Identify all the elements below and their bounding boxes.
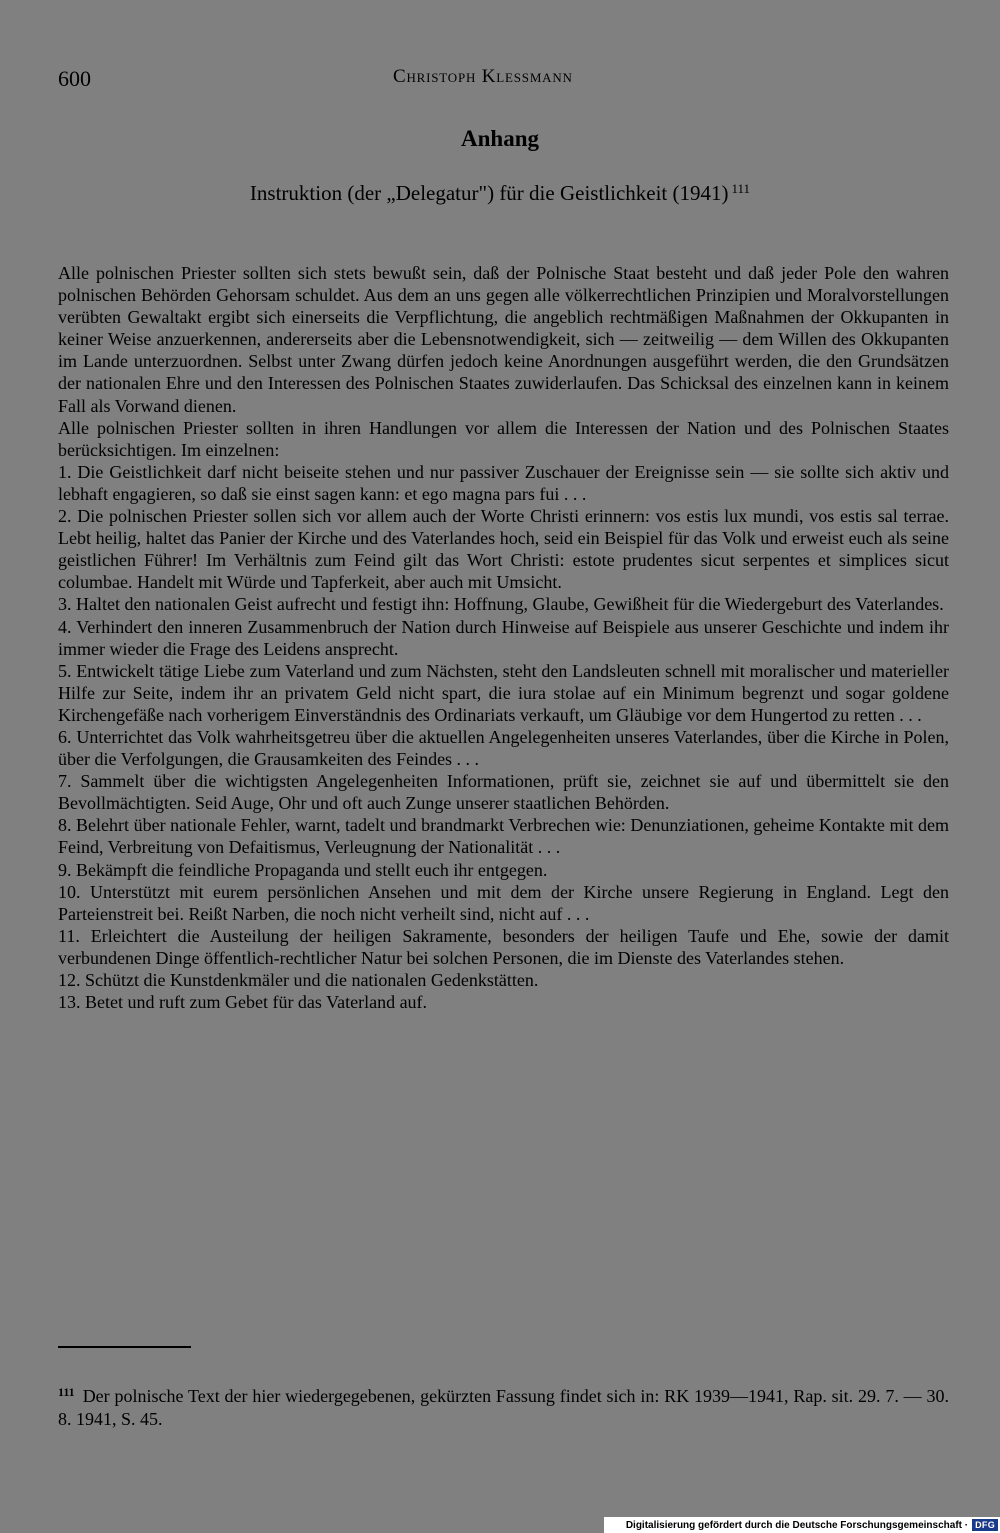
instruction-item-7: 7. Sammelt über die wichtigsten Angelegenheiten Informationen, prüft sie, zeichnet sie auf und übermittelt sie den Bevollmächtigten. Seid Auge, Ohr und oft auch Zunge unserer staatlichen Behörden. — [58, 771, 949, 814]
instruction-item-6: 6. Unterrichtet das Volk wahrheitsgetreu über die aktuellen Angelegenheiten unseres Vaterlandes, über die Kirche in Polen, über die Verfolgungen, die Grausamkeiten des Feindes . . . — [58, 726, 949, 770]
instruction-item-10: 10. Unterstützt mit eurem persönlichen Ansehen und mit dem der Kirche unsere Regierung in England. Legt den Parteienstreit bei. Reißt Narben, die noch nicht verheilt sind, nicht auf . . . — [58, 881, 949, 924]
document-title — [0, 181, 1000, 206]
footnote — [58, 1381, 949, 1431]
footnote-reference[interactable]: 111 — [731, 181, 751, 196]
funding-text: Digitalisierung gefördert durch die Deutsche Forschungsgemeinschaft · — [625, 1519, 969, 1531]
instruction-item-2: 2. Die polnischen Priester sollen sich vor allem auch der Worte Christi erinnern: vos estis lux mundi, vos estis sal terrae. Lebt heilig, haltet das Panier der Kirche und des Vaterlandes hoch, seid ein Beispiel für das Volk und erweist euch als seine geistlichen Führer! Im Verhältnis zum Feind gilt das Wort Christi: estote prudentes sicut serpentes et simplices sicut columbae. Handelt mit Würde und Tapferkeit, aber auch mit Umsicht. — [58, 506, 949, 593]
instruction-item-1: 1. Die Geistlichkeit darf nicht beiseite stehen und nur passiver Zuschauer der Ereignisse sein — sie sollte sich aktiv und lebhaft engagieren, so daß sie einst sagen kann: et ego magna pars fui . . . — [58, 461, 949, 504]
instruction-item-3: 3. Haltet den nationalen Geist aufrecht und festigt ihn: Hoffnung, Glaube, Gewißheit für die Wiedergeburt des Vaterlandes. — [58, 594, 944, 615]
footnote-number: 111 — [58, 1385, 75, 1399]
instruction-item-11: 11. Erleichtert die Austeilung der heiligen Sakramente, besonders der heiligen Taufe und Ehe, sowie der damit verbundenen Dinge öffentlich-rechtlicher Natur bei solchen Personen, die im Dienste des Vaterlandes stehen. — [58, 925, 949, 968]
footnote-divider — [58, 1346, 191, 1348]
instruction-item-5: 5. Entwickelt tätige Liebe zum Vaterland und zum Nächsten, steht den Landsleuten schnell mit moralischer und materieller Hilfe zur Seite, indem ihr an privatem Geld nicht spart, die iura stolae auf ein Minimum begrenzt und sogar goldene Kirchengefäße nach vorherigem Einverständnis des Ordinariats verkauft, um Gläubige vor dem Hungertod zu retten . . . — [58, 660, 949, 725]
instruction-item-12: 12. Schützt die Kunstdenkmäler und die nationalen Gedenkstätten. — [58, 970, 539, 990]
instruction-item-9: 9. Bekämpft die feindliche Propaganda und stellt euch ihr entgegen. — [58, 859, 548, 880]
running-head: Christoph Klessmann — [393, 66, 573, 87]
funding-banner[interactable] — [604, 1517, 1000, 1533]
paragraph-intro: Alle polnischen Priester sollten sich stets bewußt sein, daß der Polnische Staat besteht und daß jeder Pole den wahren polnischen Behörden Gehorsam schuldet. Aus dem an uns gegen alle völkerrechtlichen Prinzipien und Moralvorstellungen verübten Gewaltakt ergibt sich einerseits die Verpflichtung, die angeblich rechtmäßigen Maßnahmen der Okkupanten in keiner Weise anzuerkennen, andererseits aber die Lebensnotwendigkeit, sich — zeitweilig — dem Willen des Okkupanten im Lande unterzuordnen. Selbst unter Zwang dürfen jedoch keine Anordnungen ausgeführt werden, die den Grundsätzen der nationalen Ehre und den Interessen des Polnischen Staates zuwiderlaufen. Das Schicksal des einzelnen kann in keinem Fall als Vorwand dienen. — [58, 263, 949, 416]
page-number: 600 — [58, 66, 91, 91]
body-text — [58, 262, 949, 1013]
section-heading: Anhang — [461, 126, 539, 151]
instruction-item-13: 13. Betet und ruft zum Gebet für das Vaterland auf. — [58, 992, 428, 1013]
instruction-item-8: 8. Belehrt über nationale Fehler, warnt, tadelt und brandmarkt Verbrechen wie: Denunziationen, geheime Kontakte mit dem Feind, Verbreitung von Defaitismus, Verleugnung der Nationalität . . . — [58, 815, 949, 858]
instruction-item-4: 4. Verhindert den inneren Zusammenbruch der Nation durch Hinweise auf Beispiele aus unserer Geschichte und indem ihr immer wieder die Frage des Leidens ansprecht. — [58, 616, 949, 659]
document-title-text: Instruktion (der „Delegatur") für die Geistlichkeit (1941) — [249, 181, 729, 205]
paragraph-lead-in: Alle polnischen Priester sollten in ihren Handlungen vor allem die Interessen der Nation und des Polnischen Staates berücksichtigen. Im einzelnen: — [58, 417, 949, 460]
footnote-text: Der polnische Text der hier wiedergegebenen, gekürzten Fassung findet sich in: RK 1939—1941, Rap. sit. 29. 7. — 30. 8. 1941, S. 45. — [58, 1386, 949, 1429]
dfg-logo: DFG — [972, 1519, 998, 1531]
